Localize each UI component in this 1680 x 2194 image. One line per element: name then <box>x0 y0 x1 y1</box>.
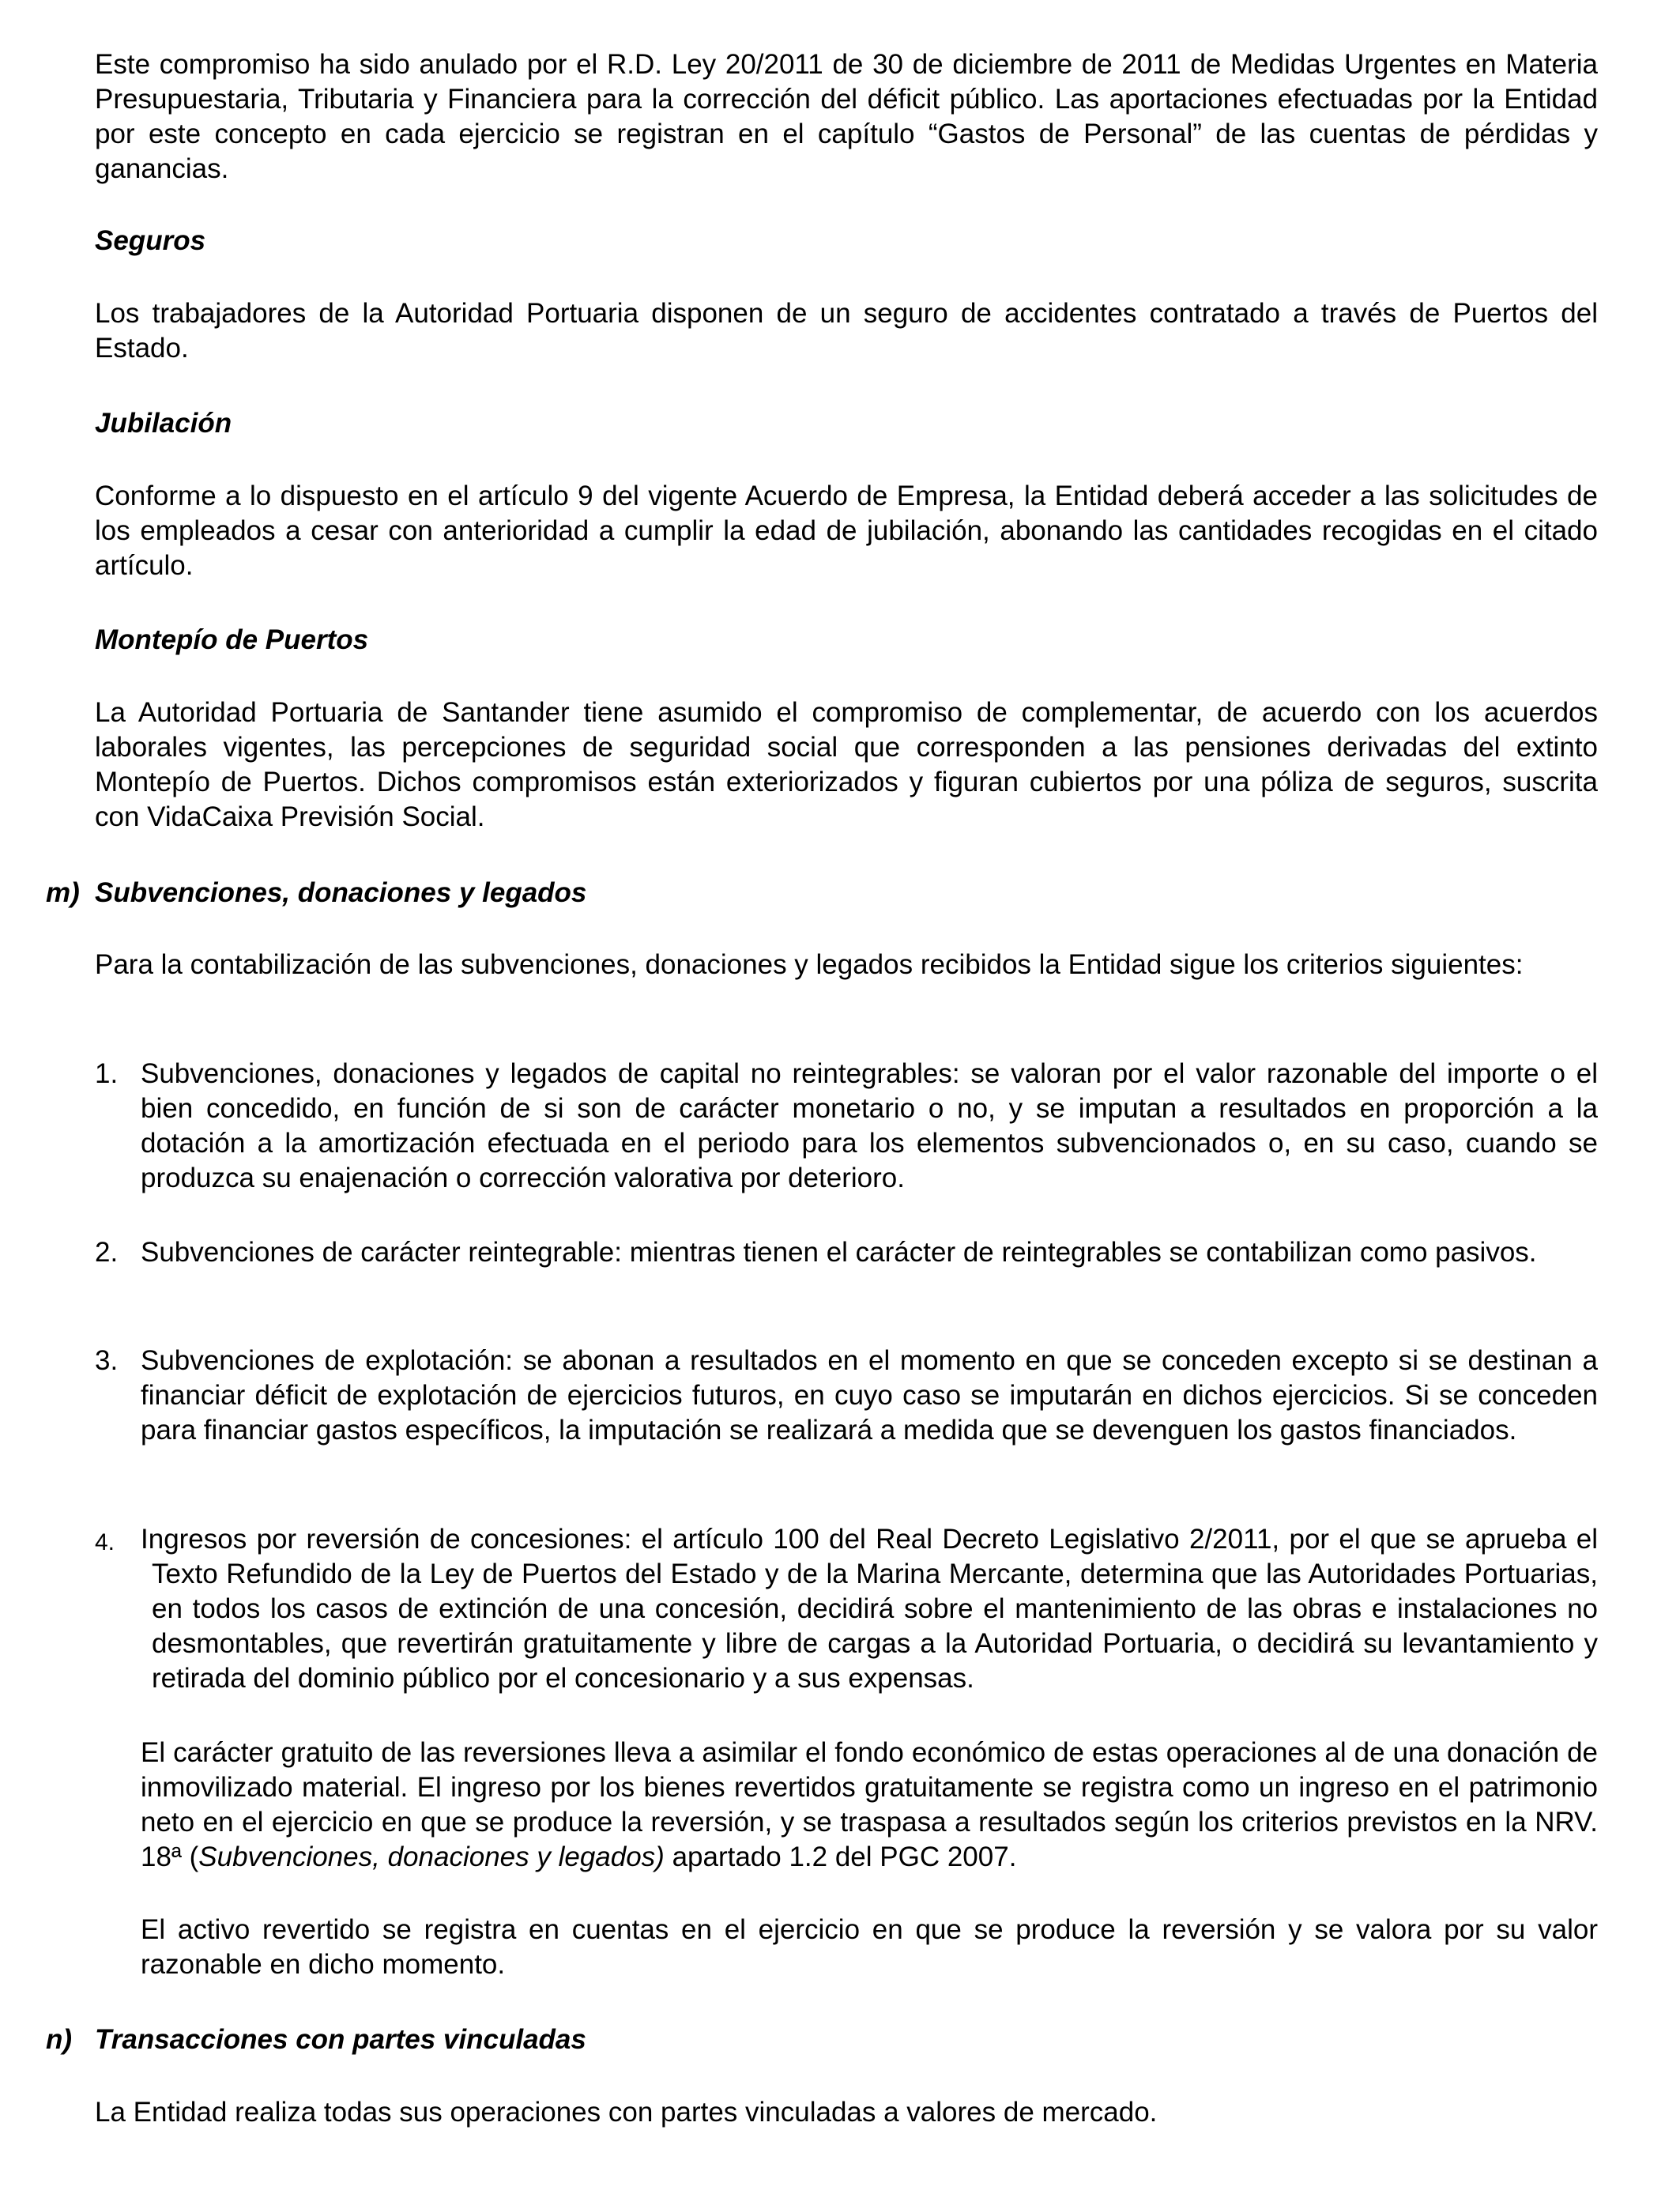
section-n-letter: n) <box>46 2024 73 2055</box>
item-4-paragraph-1-end: apartado 1.2 del PGC 2007. <box>664 1842 1017 1872</box>
list-number: 1. <box>95 1058 119 1089</box>
list-item-3 <box>95 1344 1598 1448</box>
section-m-heading <box>46 876 586 910</box>
item-4-paragraph-1-italic: Subvenciones, donaciones y legados) <box>198 1842 665 1872</box>
list-number: 4. <box>95 1529 115 1555</box>
section-n-paragraph: La Entidad realiza todas sus operaciones con partes vinculadas a valores de mercado. <box>95 2097 1158 2128</box>
list-number: 2. <box>95 1237 119 1268</box>
list-item-text: Subvenciones de explotación: se abonan a resultados en el momento en que se conceden excepto si se destinan a financiar déficit de explotación de ejercicios futuros, en cuyo caso se imputarán en dichos ejercicios. Si se conceden para financiar gastos específicos, la imputación se realizará a medida que se devenguen los gastos financiados. <box>141 1345 1598 1446</box>
list-item-text: Ingresos por reversión de concesiones: el artículo 100 del Real Decreto Legislativo 2/2011, por el que se aprueba el Texto Refundido de la Ley de Puertos del Estado y de la Marina Mercante, determina que las Autoridades Portuarias, en todos los casos de extinción de una concesión, decidirá sobre el mantenimiento de las obras e instalaciones no desmontables, que revertirán gratuitamente y libre de cargas a la Autoridad Portuaria, o decidirá su levantamiento y retirada del dominio público por el concesionario y a sus expensas. <box>141 1524 1598 1694</box>
heading-montepio: Montepío de Puertos <box>95 624 369 655</box>
list-number: 3. <box>95 1345 119 1376</box>
list-item-text: Subvenciones de carácter reintegrable: mientras tienen el carácter de reintegrables se contabilizan como pasivos. <box>141 1237 1537 1268</box>
list-item-4 <box>95 1522 1598 1696</box>
heading-jubilacion: Jubilación <box>95 408 232 439</box>
heading-seguros: Seguros <box>95 225 206 256</box>
section-m-title: Subvenciones, donaciones y legados <box>95 877 587 908</box>
paragraph-seguros: Los trabajadores de la Autoridad Portuaria disponen de un seguro de accidentes contratado a través de Puertos del Estado. <box>95 298 1598 364</box>
section-m-intro: Para la contabilización de las subvenciones, donaciones y legados recibidos la Entidad sigue los criterios siguientes: <box>95 949 1524 980</box>
list-item-2 <box>95 1235 1598 1270</box>
item-4-paragraph-2: El activo revertido se registra en cuentas en el ejercicio en que se produce la reversión y se valora por su valor razonable en dicho momento. <box>141 1914 1598 1980</box>
item-4-paragraph-1-start: El carácter gratuito de las reversiones lleva a asimilar el fondo económico de estas operaciones al de una donación de inmovilizado material. El ingreso por los bienes revertidos gratuitamente se registra como un ingreso en el patrimonio neto en el ejercicio en que se produce la reversión, y se traspasa a resultados según los criterios previstos en la NRV. 18ª ( <box>141 1737 1598 1872</box>
list-item-1 <box>95 1057 1598 1196</box>
section-n-heading <box>46 2022 586 2057</box>
intro-paragraph: Este compromiso ha sido anulado por el R.D. Ley 20/2011 de 30 de diciembre de 2011 de Medidas Urgentes en Materia Presupuestaria, Tributaria y Financiera para la corrección del déficit público. Las aportaciones efectuadas por la Entidad por este concepto en cada ejercicio se registran en el capítulo “Gastos de Personal” de las cuentas de pérdidas y ganancias. <box>95 49 1598 184</box>
list-item-text: Subvenciones, donaciones y legados de capital no reintegrables: se valoran por el valor razonable del importe o el bien concedido, en función de si son de carácter monetario o no, y se imputan a resultados en proporción a la dotación a la amortización efectuada en el periodo para los elementos subvencionados o, en su caso, cuando se produzca su enajenación o corrección valorativa por deterioro. <box>141 1058 1598 1193</box>
item-4-paragraph-1 <box>141 1736 1598 1875</box>
paragraph-montepio: La Autoridad Portuaria de Santander tiene asumido el compromiso de complementar, de acuerdo con los acuerdos laborales vigentes, las percepciones de seguridad social que corresponden a las pensiones derivadas del extinto Montepío de Puertos. Dichos compromisos están exteriorizados y figuran cubiertos por una póliza de seguros, suscrita con VidaCaixa Previsión Social. <box>95 697 1598 832</box>
section-m-letter: m) <box>46 877 80 908</box>
section-n-title: Transacciones con partes vinculadas <box>95 2024 586 2055</box>
paragraph-jubilacion: Conforme a lo dispuesto en el artículo 9 del vigente Acuerdo de Empresa, la Entidad deberá acceder a las solicitudes de los empleados a cesar con anterioridad a cumplir la edad de jubilación, abonando las cantidades recogidas en el citado artículo. <box>95 481 1598 581</box>
